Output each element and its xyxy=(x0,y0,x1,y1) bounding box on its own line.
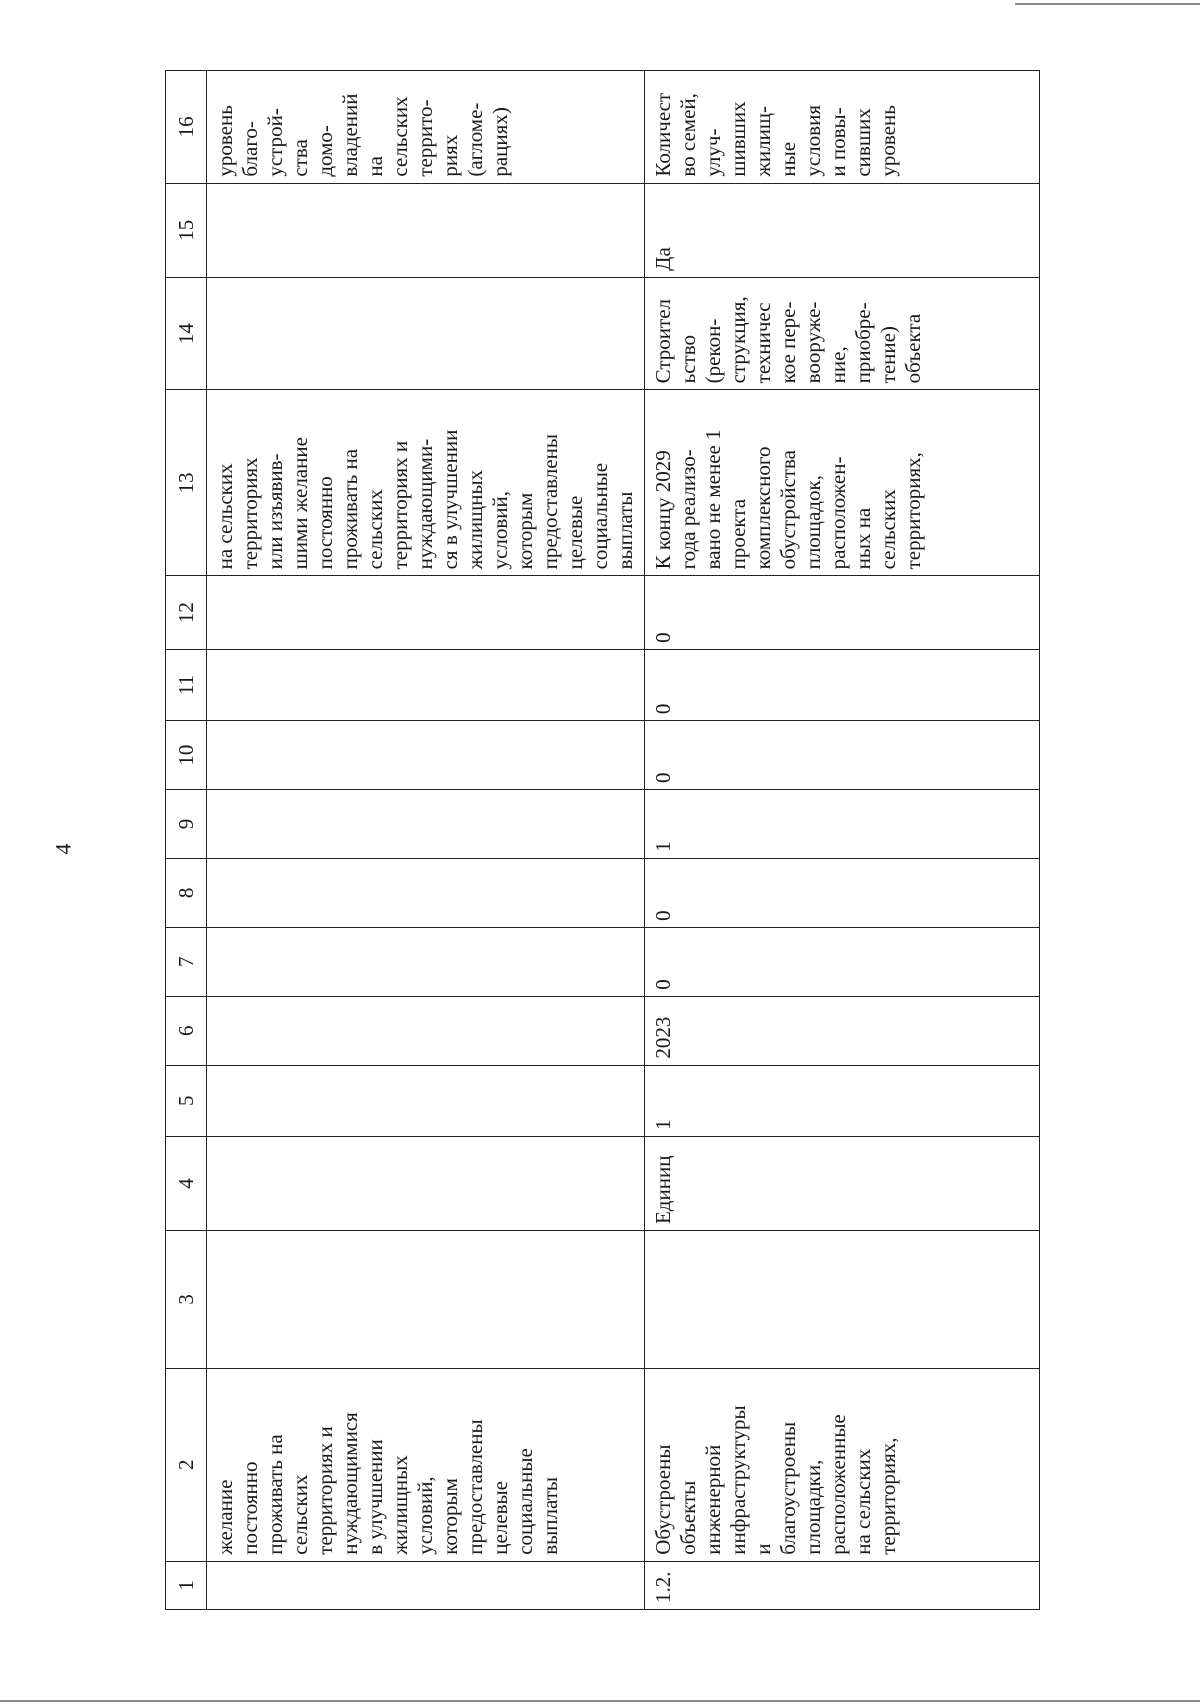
cell-link: уровень благо- устрой- ства домо- владений на сельских террито- риях (агломе- рациях) xyxy=(207,71,645,184)
cell-link: Количест во семей, улуч- шивших жилищ- ные условия и повы- сивших уровень xyxy=(645,71,1040,184)
col-header-13: 13 xyxy=(166,390,207,576)
cell-number: 1.2. xyxy=(645,1561,1040,1609)
cell-year-value xyxy=(207,858,645,927)
scan-edge-bottom xyxy=(0,1700,1200,1702)
cell-unit xyxy=(207,1136,645,1230)
col-header-11: 11 xyxy=(166,649,207,720)
col-header-16: 16 xyxy=(166,71,207,184)
cell-characteristic: К концу 2029 года реализо- вано не менее 1 проекта комплексного обустройства площадок, расположен- ных на сельских территориях, xyxy=(645,390,1040,576)
cell-result-name: желание постоянно проживать на сельских территориях и нуждающимися в улучшении жилищных условий, которым предоставлены целевые социальные выплаты xyxy=(207,1368,645,1561)
cell-characteristic: на сельских территориях или изъявив- шими желание постоянно проживать на сельских территориях и нуждающими- ся в улучшении жилищных условий, которым предоставлены целевые социальные выплаты xyxy=(207,390,645,576)
cell-unit: Единиц xyxy=(645,1136,1040,1230)
cell-col3 xyxy=(645,1231,1040,1369)
indicators-table xyxy=(165,70,1040,1610)
cell-year-value: 0 xyxy=(645,721,1040,790)
cell-year-value: 0 xyxy=(645,649,1040,720)
col-header-7: 7 xyxy=(166,927,207,996)
col-header-12: 12 xyxy=(166,576,207,650)
cell-year-value xyxy=(207,721,645,790)
page-number: 4 xyxy=(50,843,76,855)
cell-base-year: 2023 xyxy=(645,996,1040,1065)
col-header-3: 3 xyxy=(166,1231,207,1369)
cell-flag: Да xyxy=(645,183,1040,277)
cell-base-year xyxy=(207,996,645,1065)
cell-base-value xyxy=(207,1065,645,1136)
cell-col3 xyxy=(207,1231,645,1369)
col-header-5: 5 xyxy=(166,1065,207,1136)
cell-result-type: Строител ьство (рекон- струкция, техничес кое пере- вооруже- ние, приобре- тение) объекта xyxy=(645,277,1040,390)
cell-year-value xyxy=(207,927,645,996)
cell-number xyxy=(207,1561,645,1609)
cell-year-value: 1 xyxy=(645,790,1040,859)
table-row xyxy=(645,71,1040,1610)
col-header-1: 1 xyxy=(166,1561,207,1609)
cell-result-name: Обустроены объекты инженерной инфраструктуры и благоустроены площадки, расположенные на сельских территориях, xyxy=(645,1368,1040,1561)
cell-result-type xyxy=(207,277,645,390)
cell-year-value: 0 xyxy=(645,858,1040,927)
col-header-8: 8 xyxy=(166,858,207,927)
col-header-9: 9 xyxy=(166,790,207,859)
scan-edge-top xyxy=(1015,3,1200,5)
header-row xyxy=(166,71,207,1610)
cell-year-value: 0 xyxy=(645,927,1040,996)
col-header-6: 6 xyxy=(166,996,207,1065)
cell-year-value xyxy=(207,790,645,859)
col-header-15: 15 xyxy=(166,183,207,277)
cell-year-value xyxy=(207,576,645,650)
rotated-table-wrapper xyxy=(165,70,1085,1610)
table-row xyxy=(207,71,645,1610)
cell-base-value: 1 xyxy=(645,1065,1040,1136)
col-header-10: 10 xyxy=(166,721,207,790)
cell-year-value: 0 xyxy=(645,576,1040,650)
col-header-4: 4 xyxy=(166,1136,207,1230)
col-header-14: 14 xyxy=(166,277,207,390)
cell-year-value xyxy=(207,649,645,720)
cell-flag xyxy=(207,183,645,277)
col-header-2: 2 xyxy=(166,1368,207,1561)
